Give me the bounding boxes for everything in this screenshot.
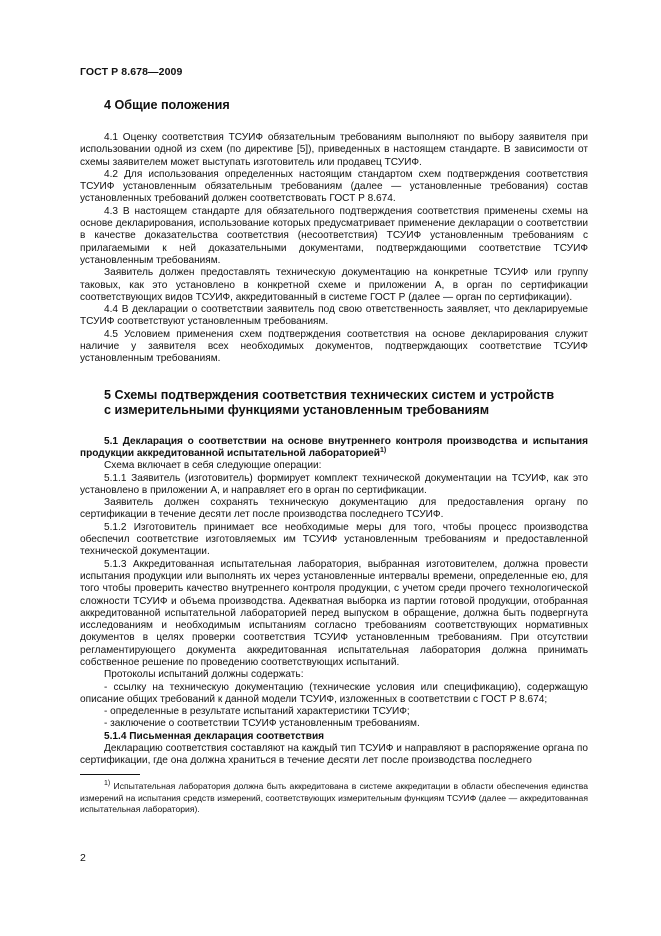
footnote (80, 781, 588, 816)
paragraph-4-2: 4.2 Для использования определенных настоящим стандартом схем подтверждения соответствия ТСУИФ установленным обязательным требованиям (далее — установленные требования) состав установленных требований должен соответствовать ГОСТ Р 8.674. (80, 168, 588, 205)
protocols-intro: Протоколы испытаний должны содержать: (104, 669, 304, 681)
paragraph-5-1-1-retention: Заявитель должен сохранять техническую документацию для предоставления органу по сертификации в течение десяти лет после производства последнего ТСУИФ. (80, 497, 588, 521)
section-5-heading (104, 388, 588, 419)
footnote-reference: 1) (379, 446, 387, 454)
paragraph-4-4: 4.4 В декларации о соответствии заявитель под свою ответственность заявляет, что декларируемые ТСУИФ соответствуют установленным требованиям. (80, 304, 588, 328)
list-item: - заключение о соответствии ТСУИФ установленным требованиям. (104, 718, 420, 730)
section-5-heading-line-1: 5 Схемы подтверждения соответствия технических систем и устройств (104, 387, 555, 402)
footnote-divider (80, 774, 140, 775)
subsection-5-1-heading (80, 436, 588, 461)
section-4-heading: 4 Общие положения (104, 98, 230, 112)
document-body (80, 92, 588, 768)
paragraph-5-1-3: 5.1.3 Аккредитованная испытательная лаборатория, выбранная изготовителем, должна провести испытания продукции или выполнять их через установленные интервалы времени, определенные ею, для того чтобы проверить качество внутреннего контроля продукции, с учетом среди прочего технологической сложности ТСУИФ и объема производства. Адекватная выборка из партии готовой продукции, отобранная аккредитованной испытательной лабораторией перед выпуском в обращение, должна быть подвергнута исследованиям и необходимым испытаниям согласно требованиям соответствующих нормативных документов в целях проверки соответствия ТСУИФ установленным требованиям. При отсутствии регламентирующего документа аккредитованная испытательная лаборатория должна принимать собственное решение по проведению соответствующих испытаний. (80, 558, 588, 668)
section-5-heading-line-2: с измерительными функциями установленным требованиям (104, 403, 490, 418)
page-number: 2 (80, 852, 86, 864)
paragraph-5-1-4: Декларацию соответствия составляют на каждый тип ТСУИФ и направляют в распоряжение органа по сертификации, где она должна храниться в течение десяти лет после производства последнего (80, 743, 588, 767)
paragraph-4-5: 4.5 Условием применения схем подтверждения соответствия на основе декларирования служит наличие у заявителя всех необходимых документов, подтверждающих соответствие ТСУИФ установленным требованиям. (80, 328, 588, 365)
list-item: - определенные в результате испытаний характеристики ТСУИФ; (104, 706, 410, 718)
footnote-text: Испытательная лаборатория должна быть аккредитована в системе аккредитации в области обеспечения единства измерений на испытания средств измерений, соответствующих измерительным функциям ТСУИФ (далее — аккредитованная испытательная лаборатория). (80, 781, 588, 814)
subsection-5-1-heading-text: 5.1 Декларация о соответствии на основе внутреннего контроля производства и испытания продукции аккредитованной испытательной лабораторией (80, 435, 588, 459)
paragraph-4-3-applicant: Заявитель должен предоставлять техническую документацию на конкретные ТСУИФ или группу таковых, как это установлено в конкретной схеме и приложении А, в орган по сертификации соответствующих видов ТСУИФ, аккредитованный в системе ГОСТ Р (далее — орган по сертификации). (80, 267, 588, 303)
footnote-mark: 1) (104, 780, 111, 787)
paragraph-4-1: 4.1 Оценку соответствия ТСУИФ обязательным требованиям выполняют по выбору заявителя при использовании одной из схем (по директиве [5]), приведенных в настоящем стандарте. В зависимости от схемы заявителем может выступать изготовитель или продавец ТСУИФ. (80, 132, 588, 168)
list-item: - ссылку на техническую документацию (технические условия или спецификацию), содержащую описание общих требований к данной модели ТСУИФ, изложенных в соответствии с ГОСТ Р 8.674; (80, 681, 588, 705)
scheme-intro: Схема включает в себя следующие операции: (104, 460, 322, 472)
subsection-5-1-4-heading: 5.1.4 Письменная декларация соответствия (104, 730, 325, 742)
paragraph-5-1-2: 5.1.2 Изготовитель принимает все необходимые меры для того, чтобы процесс производства обеспечил соответствие изготовляемых им ТСУИФ установленным требованиям и предоставленной технической документации. (80, 521, 588, 558)
document-code: ГОСТ Р 8.678—2009 (80, 66, 183, 78)
paragraph-4-3: 4.3 В настоящем стандарте для обязательного подтверждения соответствия применены схемы на основе декларирования, использование которых предусматривает применение декларации о соответствии в качестве доказательства соответствия (несоответствия) ТСУИФ установленным требованиям с прилагаемыми к ней доказательными документами, подтверждающими соответствие ТСУИФ установленным требованиям. (80, 205, 588, 266)
paragraph-5-1-1: 5.1.1 Заявитель (изготовитель) формирует комплект технической документации на ТСУИФ, как это установлено в приложении А, и направляет его в орган по сертификации. (80, 472, 588, 496)
